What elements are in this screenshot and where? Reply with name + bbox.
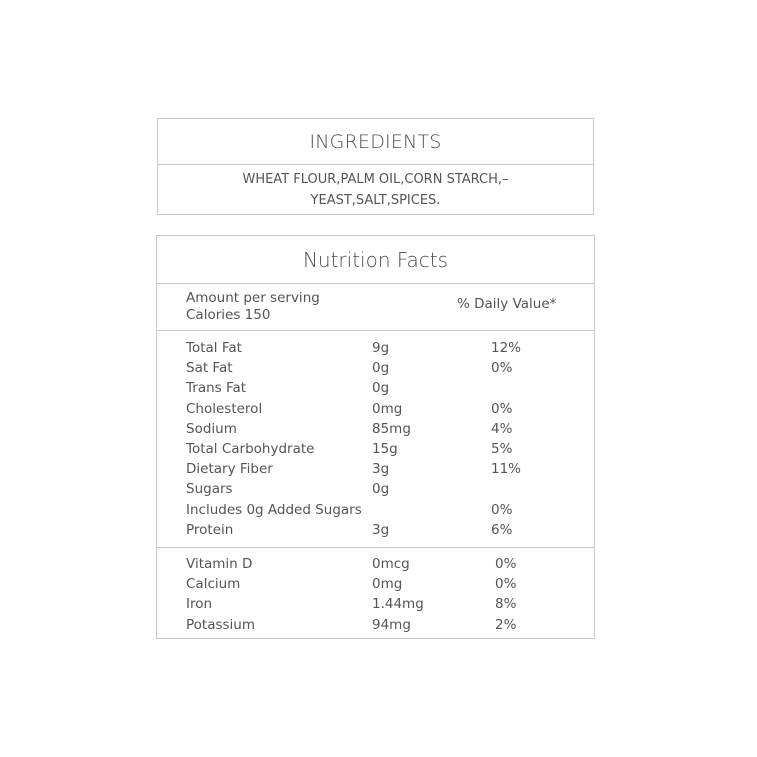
ingredients-title: INGREDIENTS [158, 119, 593, 165]
nutrient-rows [157, 331, 594, 548]
nutrient-row [157, 500, 594, 520]
nutrient-row [157, 439, 594, 459]
vitamin-name: Vitamin D [186, 556, 253, 572]
nutrient-row [157, 479, 594, 499]
nutrient-amount: 85mg [372, 420, 411, 437]
nutrient-amount: 0mg [372, 400, 403, 417]
vitamin-name: Iron [186, 596, 213, 613]
calories-label: Calories 150 [186, 307, 271, 323]
vitamin-amount: 0mg [372, 576, 403, 593]
amount-per-serving-label: Amount per serving [186, 290, 320, 306]
vitamin-amount: 1.44mg [372, 596, 424, 613]
serving-info [157, 284, 594, 331]
nutrient-percent: 6% [491, 521, 513, 538]
vitamin-amount: 94mg [372, 616, 411, 633]
nutrient-name: Cholesterol [186, 400, 263, 417]
vitamin-percent: 0% [495, 556, 517, 572]
nutrition-facts-panel [156, 235, 595, 639]
nutrient-amount: 3g [372, 461, 390, 478]
nutrient-row [157, 419, 594, 439]
nutrient-amount: 0g [372, 360, 390, 377]
nutrient-row [157, 399, 594, 419]
ingredients-line-2: YEAST,SALT,SPICES. [310, 193, 441, 208]
ingredients-list [158, 165, 593, 211]
nutrition-facts-title: Nutrition Facts [157, 236, 594, 284]
nutrient-amount: 0g [372, 380, 390, 397]
nutrient-name: Dietary Fiber [186, 461, 273, 478]
serving-amount [186, 290, 320, 324]
vitamin-percent: 2% [495, 616, 517, 633]
nutrient-name: Sodium [186, 420, 237, 437]
vitamin-percent: 8% [495, 596, 517, 613]
ingredients-panel [157, 118, 594, 215]
nutrient-row [157, 378, 594, 398]
daily-value-header: % Daily Value* [457, 296, 557, 312]
vitamin-amount: 0mcg [372, 556, 410, 572]
nutrient-name: Protein [186, 521, 234, 538]
nutrient-name: Total Carbohydrate [186, 440, 315, 457]
nutrient-percent: 11% [491, 461, 522, 478]
nutrient-name: Sat Fat [186, 360, 233, 377]
vitamin-rows [157, 548, 594, 635]
nutrient-percent: 0% [491, 360, 513, 377]
nutrient-percent: 0% [491, 501, 513, 518]
nutrient-name: Total Fat [186, 340, 242, 356]
nutrient-percent: 0% [491, 400, 513, 417]
nutrient-percent: 12% [491, 340, 522, 356]
nutrient-amount: 9g [372, 340, 390, 356]
nutrient-row [157, 358, 594, 378]
nutrient-amount: 0g [372, 481, 390, 498]
nutrient-name: Trans Fat [186, 380, 247, 397]
vitamin-row [157, 554, 594, 574]
nutrient-name: Sugars [186, 481, 233, 498]
vitamin-row [157, 574, 594, 594]
ingredients-line-1: WHEAT FLOUR,PALM OIL,CORN STARCH,– [242, 172, 509, 187]
vitamin-name: Potassium [186, 616, 256, 633]
vitamin-percent: 0% [495, 576, 517, 593]
nutrient-amount: 15g [372, 440, 398, 457]
vitamin-row [157, 594, 594, 614]
nutrient-row [157, 520, 594, 540]
nutrient-amount: 3g [372, 521, 390, 538]
nutrient-row [157, 338, 594, 358]
nutrient-row [157, 459, 594, 479]
vitamin-name: Calcium [186, 576, 241, 593]
nutrient-percent: 4% [491, 420, 513, 437]
nutrient-name: Includes 0g Added Sugars [186, 501, 362, 518]
vitamin-row [157, 615, 594, 635]
nutrient-percent: 5% [491, 440, 513, 457]
